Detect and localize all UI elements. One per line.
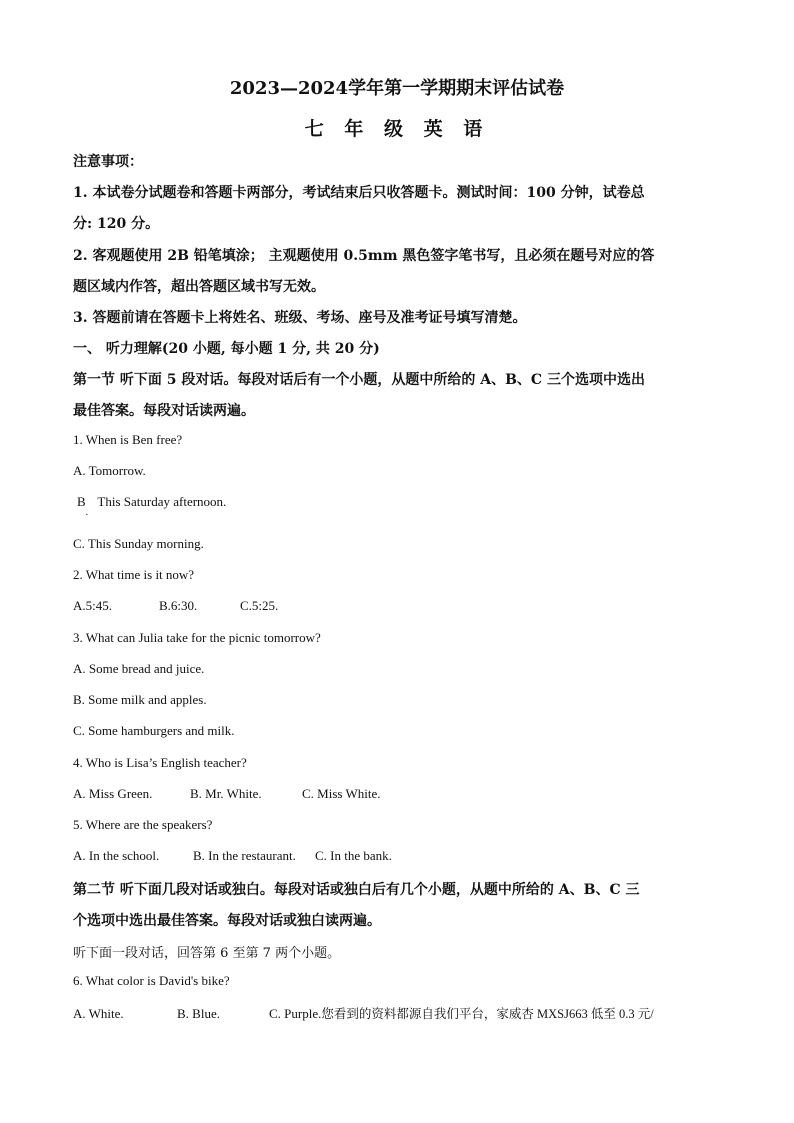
question-4-option-c: C. Miss White.: [302, 786, 381, 801]
notice-item-2-line-2: 题区域内作答，超出答题区域书写无效。: [73, 279, 325, 295]
question-4: 4. Who is Lisa’s English teacher?: [73, 755, 247, 770]
question-5-options: [73, 848, 392, 864]
question-6-option-a: A. White.: [73, 1006, 124, 1021]
question-3: 3. What can Julia take for the picnic tomorrow?: [73, 630, 321, 645]
question-1-option-b: [77, 494, 227, 518]
question-5-option-b: B. In the restaurant.: [193, 848, 296, 863]
question-2: 2. What time is it now?: [73, 567, 195, 582]
question-1-option-a: A. Tomorrow.: [73, 463, 146, 478]
part1-heading: 一、 听力理解(20 小题, 每小题 1 分, 共 20 分): [73, 341, 380, 357]
option-b-dot: .: [85, 507, 89, 518]
notice-item-1-line-2: 分: 120 分。: [73, 216, 160, 232]
question-6-options: [73, 1004, 654, 1022]
section2-instruction-line-1: 第二节 听下面几段对话或独白。每段对话或独白后有几个小题，从题中所给的 A、B、C 三: [73, 882, 640, 898]
question-5-option-a: A. In the school.: [73, 848, 160, 863]
section2-instruction-line-2: 个选项中选出最佳答案。每段对话或独白读两遍。: [73, 913, 381, 929]
section1-instruction-line-2: 最佳答案。每段对话读两遍。: [73, 403, 255, 419]
option-b-text: This Saturday afternoon.: [97, 494, 227, 509]
question-3-option-b: B. Some milk and apples.: [73, 692, 207, 707]
question-6-option-b: B. Blue.: [177, 1006, 220, 1021]
question-4-option-a: A. Miss Green.: [73, 786, 153, 801]
question-4-option-b: B. Mr. White.: [190, 786, 262, 801]
section2-listening-instruction: 听下面一段对话，回答第 6 至第 7 两个小题。: [73, 946, 341, 961]
watermark-text: 您看到的资料都源自我们平台，家威杏 MXSJ663 低至 0.3 元/: [321, 1007, 654, 1021]
question-2-option-a: A.5:45.: [73, 598, 112, 613]
question-1-option-c: C. This Sunday morning.: [73, 536, 204, 551]
question-5: 5. Where are the speakers?: [73, 817, 213, 832]
notice-item-3: 3. 答题前请在答题卡上将姓名、班级、考场、座号及准考证号填写清楚。: [73, 310, 527, 326]
notice-heading: 注意事项：: [73, 154, 143, 170]
question-2-option-c: C.5:25.: [240, 598, 279, 613]
question-6: 6. What color is David's bike?: [73, 973, 230, 988]
notice-item-1-line-1: 1. 本试卷分试题卷和答题卡两部分，考试结束后只收答题卡。测试时间：100 分钟，试卷总: [73, 185, 645, 201]
question-6-option-c: C. Purple.: [269, 1006, 322, 1021]
question-2-options: [73, 598, 278, 614]
exam-subtitle: 七 年 级 英 语: [304, 118, 490, 140]
question-2-option-b: B.6:30.: [159, 598, 198, 613]
question-3-option-c: C. Some hamburgers and milk.: [73, 723, 235, 738]
question-4-options: [73, 786, 381, 802]
notice-item-2-line-1: 2. 客观题使用 2B 铅笔填涂； 主观题使用 0.5mm 黑色签字笔书写，且必须在题号对应的答: [73, 248, 655, 264]
option-b-letter: B: [77, 494, 86, 509]
question-5-option-c: C. In the bank.: [315, 848, 392, 863]
section1-instruction-line-1: 第一节 听下面 5 段对话。每段对话后有一个小题，从题中所给的 A、B、C 三个选项中选出: [73, 372, 645, 388]
exam-title: 2023—2024学年第一学期期末评估试卷: [229, 78, 565, 99]
question-1: 1. When is Ben free?: [73, 432, 183, 447]
question-3-option-a: A. Some bread and juice.: [73, 661, 205, 676]
